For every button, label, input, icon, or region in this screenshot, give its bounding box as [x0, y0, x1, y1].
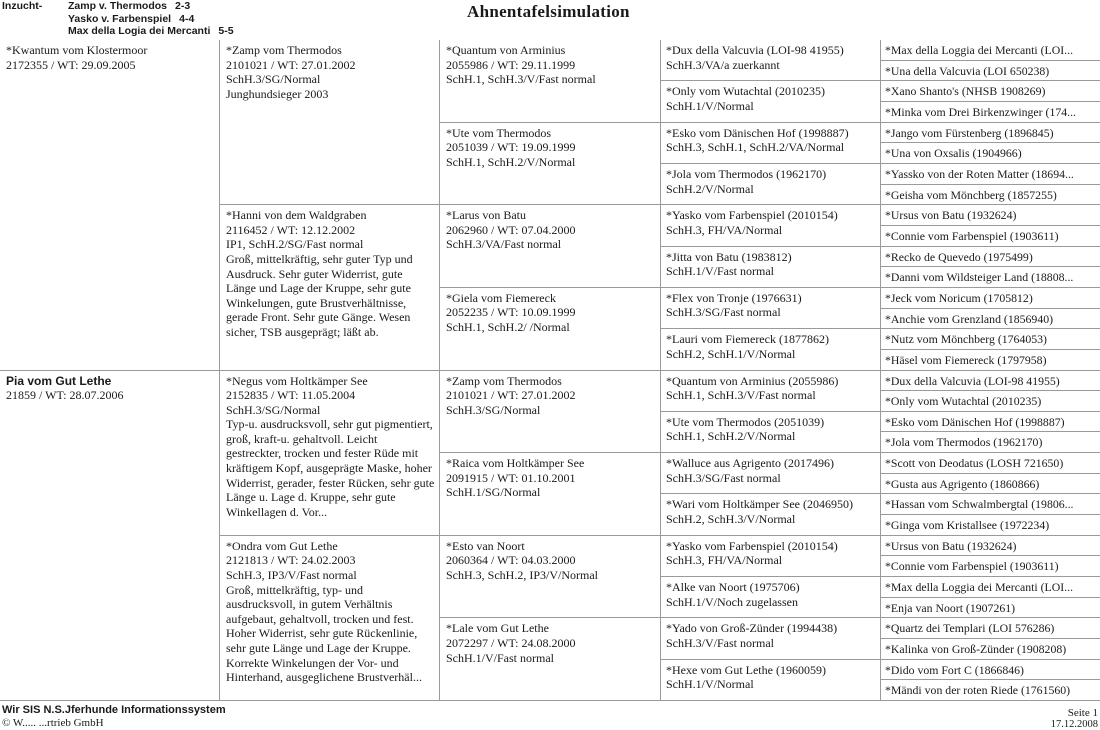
inbreeding-row [2, 25, 234, 38]
pedigree-cell-gen4 [661, 618, 881, 659]
dog-detail: 2052235 / WT: 10.09.1999 [446, 305, 576, 320]
pedigree-cell-gen5: *Jola vom Thermodos (1962170) [881, 432, 1100, 453]
dog-detail: SchH.3/SG/Normal [446, 402, 541, 417]
dog-name: *Quantum von Arminius [446, 43, 566, 57]
dog-name: *Yado von Groß-Zünder (1994438) [666, 621, 838, 636]
pedigree-cell-gen3 [440, 618, 661, 701]
dog-detail: SchH.3, FH/VA/Normal [666, 553, 783, 568]
inbreeding-dog-name: Yasko v. Farbenspiel [68, 12, 172, 25]
dog-detail: SchH.1, SchH.3/V/Fast normal [446, 72, 596, 87]
pedigree-cell-gen4 [661, 123, 881, 164]
pedigree-cell-gen5: *Max della Loggia dei Mercanti (LOI... [881, 577, 1100, 598]
dog-name: *Ute vom Thermodos [446, 125, 552, 140]
dog-name: *Negus vom Holtkämper See [226, 373, 368, 388]
pedigree-cell-gen5: *Scott von Deodatus (LOSH 721650) [881, 453, 1100, 474]
dog-name: *Kwantum vom Klostermoor [6, 43, 148, 57]
inbreeding-dog-name: Max della Logia dei Mercanti [68, 25, 211, 37]
dog-name: *Esko vom Dänischen Hof (1998887) [666, 125, 849, 140]
pedigree-cell-gen5: *Xano Shanto's (NHSB 1908269) [881, 81, 1100, 102]
dog-name: *Alke van Noort (1975706) [666, 580, 800, 595]
pedigree-cell-gen5: *Danni vom Wildsteiger Land (18808... [881, 267, 1100, 288]
dog-detail: Junghundsieger 2003 [226, 86, 329, 101]
pedigree-cell-gen5: *Kalinka von Groß-Zünder (1908208) [881, 639, 1100, 660]
dog-detail: SchH.2/V/Normal [666, 181, 754, 196]
dog-detail: 2062960 / WT: 07.04.2000 [446, 222, 576, 237]
dog-detail: SchH.1/SG/Normal [446, 485, 541, 500]
dog-detail: 2091915 / WT: 01.10.2001 [446, 470, 576, 485]
dog-detail: SchH.3/VA/Fast normal [446, 237, 562, 252]
inbreeding-dog-name: Zamp v. Thermodos [68, 0, 167, 12]
pedigree-cell-gen5: *Enja van Noort (1907261) [881, 598, 1100, 619]
pedigree-cell-gen5: *Nutz vom Mönchberg (1764053) [881, 329, 1100, 350]
inbreeding-row [2, 0, 234, 13]
pedigree-cell-gen5: *Minka vom Drei Birkenzwinger (174... [881, 102, 1100, 123]
dog-name: *Hanni von dem Waldgraben [226, 208, 367, 223]
dog-detail: 2060364 / WT: 04.03.2000 [446, 553, 576, 568]
pedigree-cell-gen5: *Jeck vom Noricum (1705812) [881, 288, 1100, 309]
pedigree-cell-gen5: *Quartz dei Templari (LOI 576286) [881, 618, 1100, 639]
pedigree-cell-gen5: *Connie vom Farbenspiel (1903611) [881, 556, 1100, 577]
dog-detail: 2051039 / WT: 19.09.1999 [446, 140, 576, 155]
pedigree-cell-gen3 [440, 205, 661, 288]
dog-detail: SchH.3/SG/Fast normal [666, 305, 781, 320]
dog-detail: SchH.3/SG/Fast normal [666, 470, 781, 485]
pedigree-cell-gen1 [0, 40, 220, 371]
dog-name: *Dux della Valcuvia (LOI-98 41955) [666, 43, 844, 57]
pedigree-cell-gen4 [661, 536, 881, 577]
dog-name: *Esto van Noort [446, 538, 525, 553]
page-number: Seite 1 [1067, 707, 1098, 719]
dog-detail: SchH.1, SchH.2/V/Normal [446, 154, 576, 169]
dog-detail: SchH.3, FH/VA/Normal [666, 222, 783, 237]
dog-detail: SchH.1/V/Fast normal [446, 650, 554, 665]
dog-detail: 2055986 / WT: 29.11.1999 [446, 57, 576, 72]
dog-detail: SchH.1, SchH.3/V/Fast normal [666, 388, 816, 403]
page-footer [0, 703, 1100, 730]
dog-detail: 2121813 / WT: 24.02.2003 [226, 553, 356, 568]
pedigree-cell-gen5: *Dux della Valcuvia (LOI-98 41955) [881, 371, 1100, 392]
pedigree-cell-gen5: *Esko vom Dänischen Hof (1998887) [881, 412, 1100, 433]
dog-detail: SchH.1/V/Normal [666, 98, 754, 113]
inbreeding-score: 2-3 [175, 0, 191, 12]
dog-detail: SchH.1, SchH.2/V/Normal [666, 429, 796, 444]
dog-name: Pia vom Gut Lethe [6, 373, 112, 388]
pedigree-cell-gen5: *Connie vom Farbenspiel (1903611) [881, 226, 1100, 247]
pedigree-cell-gen4 [661, 412, 881, 453]
pedigree-cell-gen3 [440, 371, 661, 454]
pedigree-cell-gen5: *Anchie vom Grenzland (1856940) [881, 309, 1100, 330]
pedigree-cell-gen4 [661, 205, 881, 246]
dog-detail: SchH.3, IP3/V/Fast normal [226, 567, 357, 582]
inbreeding-row [2, 13, 234, 26]
dog-detail: 21859 / WT: 28.07.2006 [6, 388, 124, 403]
dog-name: *Giela vom Fiemereck [446, 290, 556, 305]
pedigree-cell-gen5: *Häsel vom Fiemereck (1797958) [881, 350, 1100, 371]
pedigree-cell-gen3 [440, 536, 661, 619]
pedigree-cell-gen5: *Ursus von Batu (1932624) [881, 536, 1100, 557]
inbreeding-summary [2, 0, 234, 38]
dog-detail: SchH.2, SchH.3/V/Normal [666, 512, 796, 527]
dog-detail: SchH.1/V/Noch zugelassen [666, 594, 798, 609]
system-name: Wir SIS N.S.Jferhunde Informationssystem [2, 704, 226, 716]
dog-name: *Jola vom Thermodos (1962170) [666, 166, 827, 181]
dog-name: *Wari vom Holtkämper See (2046950) [666, 497, 853, 512]
pedigree-cell-gen5: *Max della Loggia dei Mercanti (LOI... [881, 40, 1100, 61]
dog-name: *Ondra vom Gut Lethe [226, 538, 338, 553]
pedigree-cell-gen5: *Ursus von Batu (1932624) [881, 205, 1100, 226]
dog-detail: SchH.3, SchH.2, IP3/V/Normal [446, 567, 598, 582]
pedigree-cell-gen4 [661, 577, 881, 618]
pedigree-cell-gen4 [661, 81, 881, 122]
pedigree-cell-gen4 [661, 164, 881, 205]
dog-description: Groß, mittelkräftig, sehr guter Typ und Ausdruck. Sehr guter Widerrist, gute Länge und Lage der Kruppe, sehr gute Winkelungen, gute Brustverhältnisse, gerade Front. Sehr gute Gänge. Wesen sicher, TSB ausgeprägt; läßt ab. [226, 252, 413, 339]
pedigree-grid [0, 40, 1100, 701]
dog-detail: SchH.1/V/Normal [666, 677, 754, 692]
pedigree-cell-gen5: *Recko de Quevedo (1975499) [881, 247, 1100, 268]
pedigree-cell-gen5: *Yassko von der Roten Matter (18694... [881, 164, 1100, 185]
dog-detail: 2101021 / WT: 27.01.2002 [446, 388, 576, 403]
dog-name: *Zamp vom Thermodos [226, 43, 342, 57]
pedigree-cell-gen5: *Jango vom Fürstenberg (1896845) [881, 123, 1100, 144]
inbreeding-score: 5-5 [218, 25, 234, 37]
dog-name: *Raica vom Holtkämper See [446, 456, 585, 471]
pedigree-cell-gen5: *Ginga vom Kristallsee (1972234) [881, 515, 1100, 536]
pedigree-cell-gen4 [661, 329, 881, 370]
dog-detail: SchH.3/VA/a zuerkannt [666, 57, 780, 72]
dog-detail: SchH.3/SG/Normal [226, 402, 321, 417]
dog-detail: SchH.1/V/Fast normal [666, 264, 774, 279]
page-title: Ahnentafelsimulation [467, 2, 630, 21]
pedigree-cell-gen4 [661, 494, 881, 535]
dog-name: *Ute vom Thermodos (2051039) [666, 414, 825, 429]
pedigree-cell-gen2 [220, 536, 440, 701]
dog-detail: 2072297 / WT: 24.08.2000 [446, 635, 576, 650]
pedigree-cell-gen3 [440, 123, 661, 206]
dog-detail: 2101021 / WT: 27.01.2002 [226, 57, 356, 72]
pedigree-cell-gen4 [661, 453, 881, 494]
dog-name: *Hexe vom Gut Lethe (1960059) [666, 662, 826, 677]
pedigree-cell-gen3 [440, 40, 661, 123]
dog-detail: SchH.3/SG/Normal [226, 72, 321, 87]
pedigree-cell-gen3 [440, 288, 661, 371]
print-date: 17.12.2008 [1050, 719, 1098, 730]
dog-name: *Flex von Tronje (1976631) [666, 290, 802, 305]
pedigree-cell-gen1 [0, 371, 220, 702]
pedigree-cell-gen4 [661, 40, 881, 81]
dog-description: Typ-u. ausdrucksvoll, sehr gut pigmentiert, groß, kraft-u. gehaltvoll. Leicht gestreckter, trocken und fester Rüde mit kräftigem Kopf, ausgeprägte Maske, hoher Widerrist, gerader, fester Rücken, sehr gute Länge u. Lage d. Kruppe, sehr gute Winkellagen d. Vor... [226, 417, 435, 519]
dog-detail: SchH.1, SchH.2/ /Normal [446, 320, 570, 335]
dog-description: Groß, mittelkräftig, typ- und ausdrucksvoll, in gutem Verhältnis aufgebaut, gehaltvoll, trocken und fest. Hoher Widerrist, sehr gute Rückenlinie, sehr gute Länge und Lage der Kruppe. Korrekte Winkelungen der Vor- und Hinterhand, ausgeglichene Brustverhäl... [226, 582, 422, 685]
pedigree-cell-gen2 [220, 371, 440, 536]
pedigree-cell-gen5: *Mändi von der roten Riede (1761560) [881, 680, 1100, 701]
pedigree-cell-gen2 [220, 40, 440, 205]
pedigree-cell-gen5: *Geisha vom Mönchberg (1857255) [881, 185, 1100, 206]
pedigree-cell-gen5: *Una von Oxsalis (1904966) [881, 143, 1100, 164]
pedigree-cell-gen2 [220, 205, 440, 370]
pedigree-cell-gen5: *Hassan vom Schwalmbergtal (19806... [881, 494, 1100, 515]
dog-name: *Walluce aus Agrigento (2017496) [666, 456, 834, 471]
inbreeding-label: Inzucht- [2, 0, 43, 12]
pedigree-cell-gen4 [661, 371, 881, 412]
copyright-note: © W..... ...rtrieb GmbH [2, 717, 104, 729]
dog-name: *Quantum von Arminius (2055986) [666, 373, 839, 388]
dog-detail: 2152835 / WT: 11.05.2004 [226, 388, 356, 403]
dog-name: *Zamp vom Thermodos [446, 373, 562, 388]
dog-detail: IP1, SchH.2/SG/Fast normal [226, 237, 364, 252]
pedigree-cell-gen4 [661, 660, 881, 701]
dog-name: *Larus von Batu [446, 208, 526, 223]
pedigree-cell-gen3 [440, 453, 661, 536]
dog-name: *Lale vom Gut Lethe [446, 621, 549, 636]
dog-detail: SchH.2, SchH.1/V/Normal [666, 346, 796, 361]
dog-name: *Lauri vom Fiemereck (1877862) [666, 332, 829, 347]
dog-detail: 2172355 / WT: 29.09.2005 [6, 57, 136, 72]
pedigree-cell-gen4 [661, 288, 881, 329]
inbreeding-score: 4-4 [179, 12, 195, 25]
pedigree-cell-gen5: *Una della Valcuvia (LOI 650238) [881, 61, 1100, 82]
dog-name: *Only vom Wutachtal (2010235) [666, 84, 825, 99]
dog-name: *Yasko vom Farbenspiel (2010154) [666, 208, 838, 223]
pedigree-cell-gen5: *Dido vom Fort C (1866846) [881, 660, 1100, 681]
pedigree-cell-gen5: *Gusta aus Agrigento (1860866) [881, 474, 1100, 495]
dog-name: *Yasko vom Farbenspiel (2010154) [666, 538, 838, 553]
dog-detail: 2116452 / WT: 12.12.2002 [226, 222, 356, 237]
pedigree-cell-gen5: *Only vom Wutachtal (2010235) [881, 391, 1100, 412]
dog-name: *Jitta von Batu (1983812) [666, 249, 792, 264]
dog-detail: SchH.3, SchH.1, SchH.2/VA/Normal [666, 140, 845, 155]
dog-detail: SchH.3/V/Fast normal [666, 635, 774, 650]
pedigree-cell-gen4 [661, 247, 881, 288]
